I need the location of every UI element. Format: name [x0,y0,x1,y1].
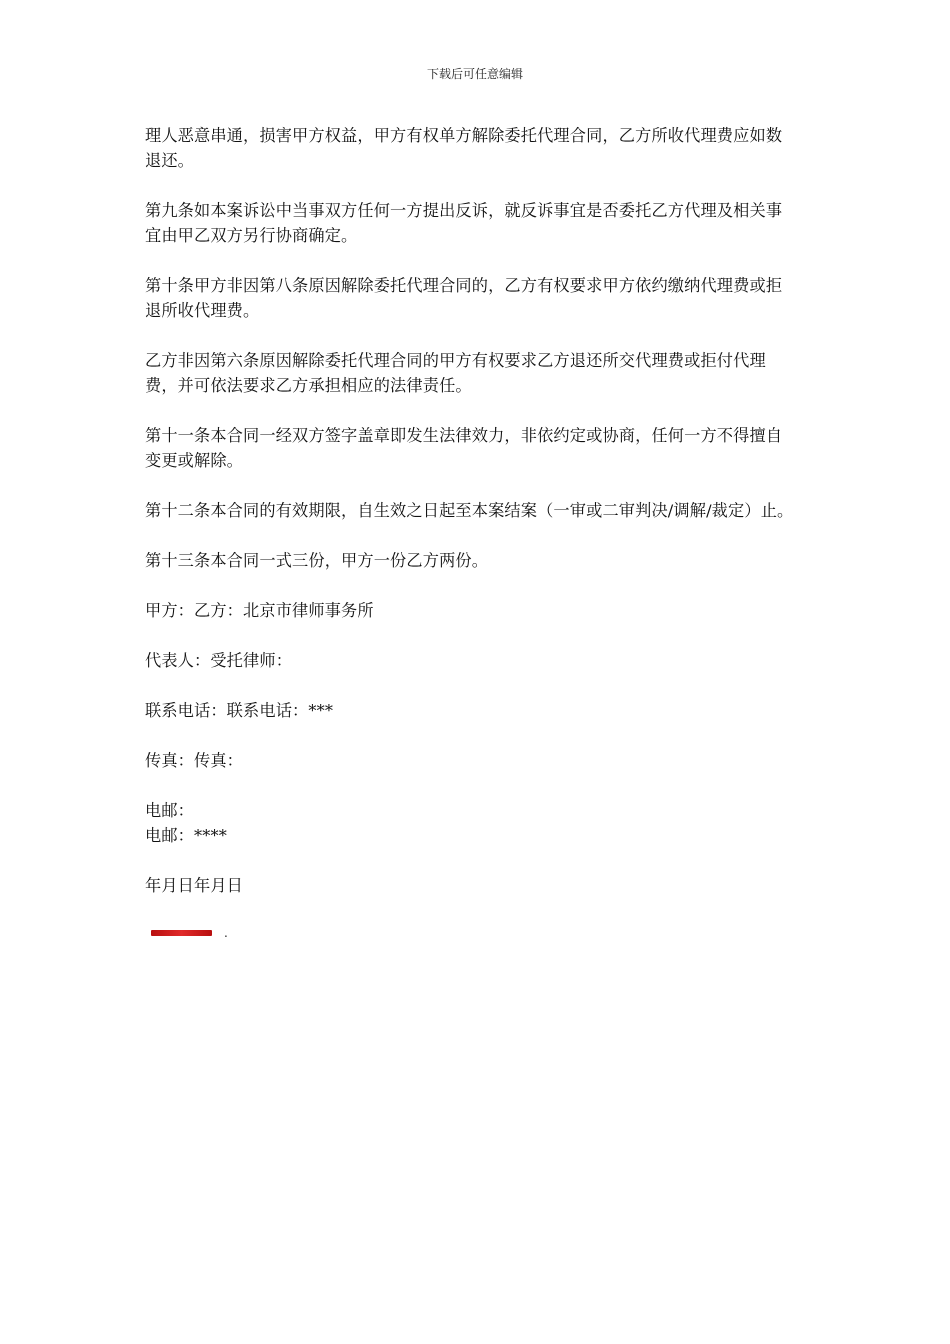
paragraph-clause-8-continued: 理人恶意串通，损害甲方权益，甲方有权单方解除委托代理合同，乙方所收代理费应如数退还。 [145,126,783,170]
document-body [145,123,797,898]
signature-fax: 传真：传真： [145,751,244,770]
paragraph-clause-13: 第十三条本合同一式三份，甲方一份乙方两份。 [145,551,489,570]
signature-email-b: 电邮：**** [145,826,227,845]
paragraph-clause-11: 第十一条本合同一经双方签字盖章即发生法律效力，非依约定或协商，任何一方不得擅自变更或解除。 [145,426,783,470]
footer-mark [151,927,228,939]
red-bar-decoration [151,930,212,936]
footer-dot: . [224,926,228,940]
signature-email-a: 电邮： [145,801,195,820]
signature-representatives: 代表人：受托律师： [145,651,293,670]
signature-date: 年月日年月日 [145,876,244,895]
paragraph-clause-10-party-b: 乙方非因第六条原因解除委托代理合同的甲方有权要求乙方退还所交代理费或拒付代理费，并可依法要求乙方承担相应的法律责任。 [145,351,766,395]
signature-parties: 甲方：乙方：北京市律师事务所 [145,601,374,620]
paragraph-clause-12: 第十二条本合同的有效期限，自生效之日起至本案结案（一审或二审判决/调解/裁定）止。 [145,501,794,520]
page-header-note: 下载后可任意编辑 [426,67,523,81]
paragraph-clause-9: 第九条如本案诉讼中当事双方任何一方提出反诉，就反诉事宜是否委托乙方代理及相关事宜由甲乙双方另行协商确定。 [145,201,783,245]
signature-phone: 联系电话：联系电话：*** [145,701,334,720]
paragraph-clause-10: 第十条甲方非因第八条原因解除委托代理合同的，乙方有权要求甲方依约缴纳代理费或拒退所收代理费。 [145,276,783,320]
